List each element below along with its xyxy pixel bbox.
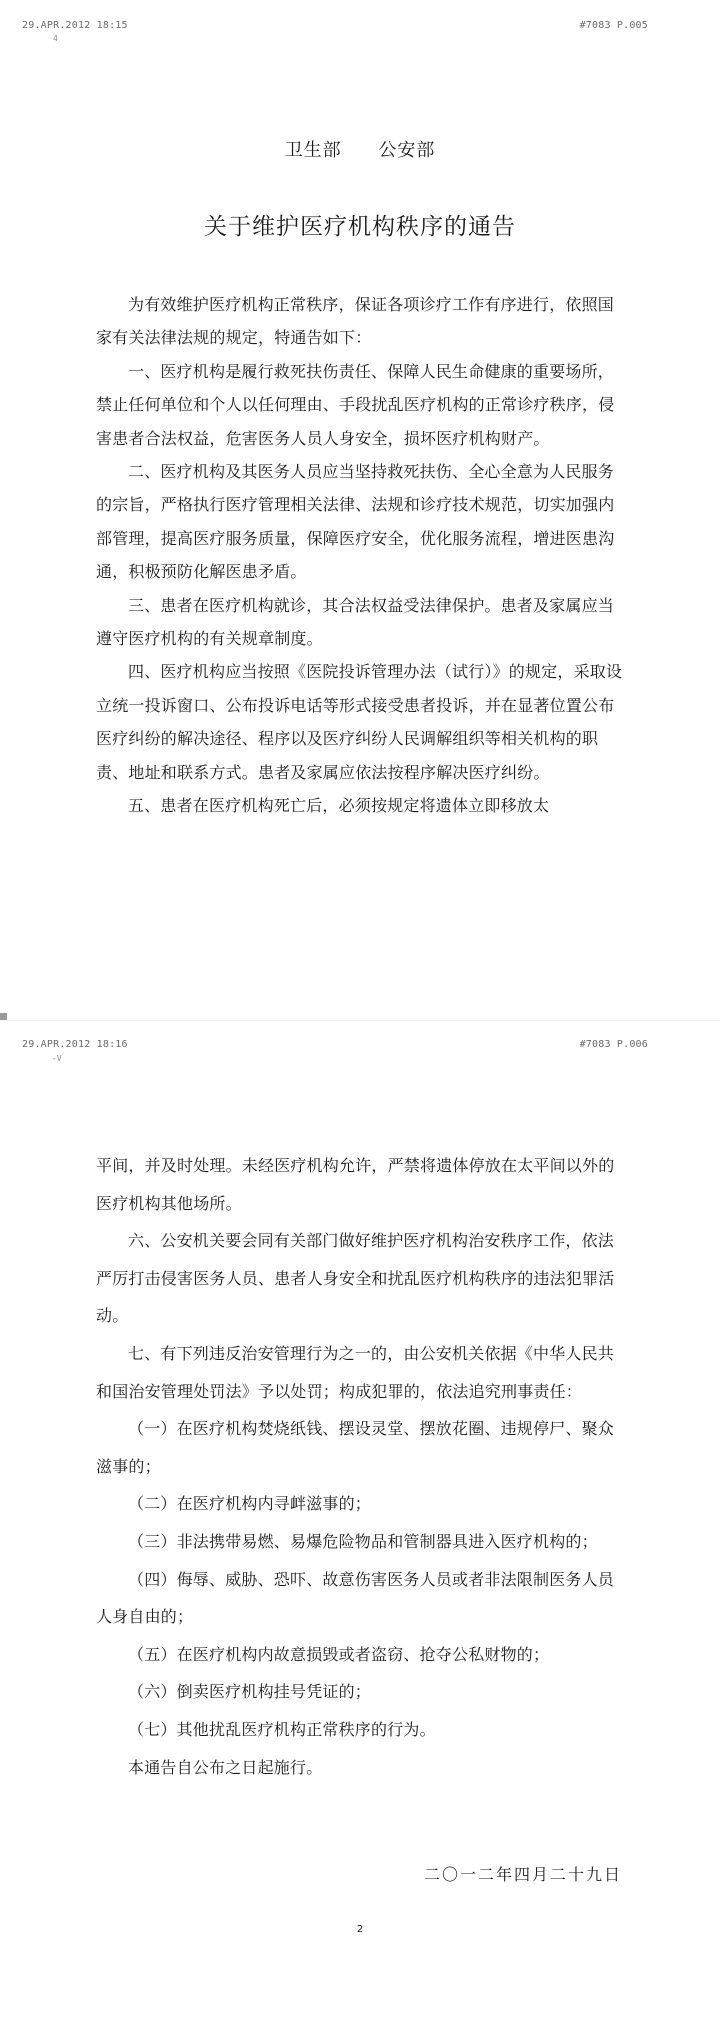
paragraph: 三、患者在医疗机构就诊，其合法权益受法律保护。患者及家属应当遵守医疗机构的有关规章制度。 <box>96 595 615 649</box>
list-item: （四）侮辱、威胁、恐吓、故意伤害医务人员或者非法限制医务人员人身自由的； <box>96 1569 615 1627</box>
agency-public-security-ministry: 公安部 <box>378 140 436 161</box>
fax-timestamp: 29.APR.2012 18:16 <box>22 1039 128 1050</box>
issue-date: 二〇一二年四月二十九日 <box>423 1865 622 1884</box>
paragraph: 一、医疗机构是履行救死扶伤责任、保障人民生命健康的重要场所，禁止任何单位和个人以任何理由、手段扰乱医疗机构的正常诊疗秩序，侵害患者合法权益，危害医务人员人身安全，损坏医疗机构财产。 <box>96 361 615 448</box>
fax-page-ref: #7083 P.005 <box>579 20 648 31</box>
paragraph: 二、医疗机构及其医务人员应当坚持救死扶伤、全心全意为人民服务的宗旨，严格执行医疗管理相关法律、法规和诊疗技术规范，切实加强内部管理，提高医疗服务质量，保障医疗安全，优化服务流程，增进医患沟通，积极预防化解医患矛盾。 <box>96 462 615 582</box>
scan-mark: 4 <box>53 34 58 43</box>
fax-timestamp: 29.APR.2012 18:15 <box>22 20 128 31</box>
list-item: （五）在医疗机构内故意损毁或者盗窃、抢夺公私财物的； <box>128 1644 550 1664</box>
issuing-agencies <box>0 136 720 162</box>
list-item: （三）非法携带易燃、易爆危险物品和管制器具进入医疗机构的； <box>128 1531 598 1551</box>
paragraph: 本通告自公布之日起施行。 <box>128 1757 323 1777</box>
document-title: 关于维护医疗机构秩序的通告 <box>204 214 516 240</box>
paragraph: 五、患者在医疗机构死亡后，必须按规定将遗体立即移放太 <box>128 796 550 816</box>
list-item: （七）其他扰乱医疗机构正常秩序的行为。 <box>128 1719 436 1739</box>
paragraph: 六、公安机关要会同有关部门做好维护医疗机构治安秩序工作，依法严厉打击侵害医务人员、患者人身安全和扰乱医疗机构秩序的违法犯罪活动。 <box>96 1231 615 1326</box>
list-item: （六）倒卖医疗机构挂号凭证的； <box>128 1682 372 1702</box>
scan-mark: -V <box>52 1054 62 1063</box>
page-number: 2 <box>356 1924 364 1935</box>
page-separator <box>0 1020 720 1021</box>
page2-body <box>96 1147 626 1786</box>
page1-body <box>96 288 626 823</box>
paragraph: 平间，并及时处理。未经医疗机构允许，严禁将遗体停放在太平间以外的医疗机构其他场所。 <box>96 1156 615 1213</box>
paragraph: 七、有下列违反治安管理行为之一的，由公安机关依据《中华人民共和国治安管理处罚法》予以处罚；构成犯罪的，依法追究刑事责任： <box>96 1343 615 1401</box>
paragraph: 为有效维护医疗机构正常秩序，保证各项诊疗工作有序进行，依照国家有关法律法规的规定，特通告如下： <box>96 295 615 348</box>
paragraph: 四、医疗机构应当按照《医院投诉管理办法（试行）》的规定，采取设立统一投诉窗口、公布投诉电话等形式接受患者投诉，并在显著位置公布医疗纠纷的解决途径、程序以及医疗纠纷人民调解组织等相关机构的职责、地址和联系方式。患者及家属应依法按程序解决医疗纠纷。 <box>96 662 623 782</box>
list-item: （一）在医疗机构焚烧纸钱、摆设灵堂、摆放花圈、违规停尸、聚众滋事的； <box>96 1419 615 1476</box>
fax-page-ref: #7083 P.006 <box>579 1039 648 1050</box>
list-item: （二）在医疗机构内寻衅滋事的； <box>128 1494 372 1514</box>
agency-health-ministry: 卫生部 <box>284 140 342 161</box>
